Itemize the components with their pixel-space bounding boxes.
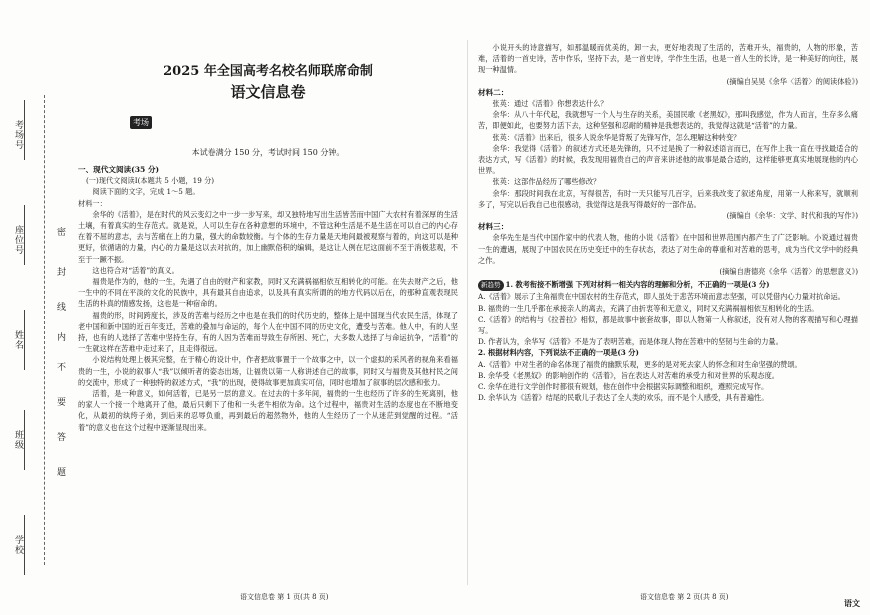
option: D. 作者认为，余华写《活着》不是为了表明苦难，而是体现人物在苦难中的坚韧与生命的力量。 — [478, 337, 783, 347]
section-heading: 一、现代文阅读(35 分) — [78, 165, 160, 174]
citation: (摘编自《余华：文学、时代和我的写作》) — [726, 211, 858, 221]
option: B. 余华受《老黑奴》的影响创作的《活着》，旨在表达人对苦难的承受力和对世界的乐观态度。 — [478, 370, 779, 380]
paragraph: 余华先生是当代中国作家中的代表人物，他的小说《活着》在中国和世界范围内都产生了广泛影响。小说通过福贵一生的遭遇，展现了中国农民在历史变迁中的生存状态，表达了对生命的尊重和对苦难的思考，成为当代文学中的经典之作。 — [478, 233, 858, 265]
exam-notice: 本试卷满分 150 分，考试时间 150 分钟。 — [191, 148, 345, 157]
page-divider — [467, 40, 468, 585]
class-line — [24, 410, 25, 470]
paragraph: 小说结构处理上极其完整，在于精心的设计中，作者把故事置于一个故事之中，以一个虚拟的采风者的视角来看福贵的一生，小说的叙事人“我”以倾听者的姿态出场，让福贵以第一人称讲述自己的故事，同时又与福贵及其他村民之间的交流中，形成了一种独特的叙述方式，“我”的出现，使得故事更加真实可信，同时也增加了叙事的层次感和张力。 — [78, 355, 458, 387]
name-label: 姓名 — [13, 330, 23, 350]
seal-word: 不 — [57, 363, 67, 373]
right-footer: 语文信息卷 第 2 页(共 8 页) — [640, 593, 729, 601]
dialogue-line: 余华：从八十年代起，我就想写一个人与生存的关系，美国民歌《老黑奴》，那叫我感觉，作为人而言，生存多么痛苦，即便如此，也要努力活下去，这种坚强和忍耐的精神是我想表达的，我觉得这就是“活着”的力量。 — [478, 110, 858, 131]
exam-no-label: 考场号 — [13, 120, 23, 150]
citation: (摘编自唐德亮《余华〈活着〉的思想意义》) — [719, 267, 858, 277]
seat-no-label: 座位号 — [13, 225, 23, 255]
school-line — [24, 515, 25, 575]
material-heading: 材料三： — [478, 222, 509, 232]
option: B. 福贵的一生几乎都在承接亲人的离去，充满了由折衷等和无意义，同时又充满祸福相依互相转化的生活。 — [478, 303, 819, 313]
seal-word: 封 — [57, 268, 67, 278]
question-1-stem: 1. 教考衔接不断增强 下列对材料一相关内容的理解和分析，不正确的一项是(3 分) — [505, 280, 770, 290]
option: D. 余华认为《活着》结尾的民歌儿子表达了全人类的欢乐，而不是个人感受，具有普遍性。 — [478, 393, 769, 403]
question-2-stem: 2. 根据材料内容，下列说法不正确的一项是(3 分) — [478, 348, 639, 358]
dialogue-line: 张英：这部作品经历了哪些修改？ — [492, 177, 601, 187]
seal-word: 内 — [57, 333, 67, 343]
subject-corner: 语文 — [844, 598, 860, 608]
seal-line — [44, 95, 45, 565]
class-label: 班级 — [13, 430, 23, 450]
dialogue-line: 余华：那段时间我在北京，写得很苦，有时一天只能写几百字，后来我改变了叙述角度，用第一人称来写，就顺利多了，写完以后我自己也很感动，我觉得这是我写得最好的一部作品。 — [478, 188, 858, 209]
citation: (摘编自吴昊《余华〈活着〉的阅读体验》) — [726, 76, 858, 86]
seal-word: 要 — [57, 398, 67, 408]
subsection-heading: (一)现代文阅读Ⅰ(本题共 5 小题，19 分) — [86, 176, 215, 186]
option: A.《活着》展示了主角福贵在中国农村的生存范式，即人虽处于悲苦环境而意志坚强，可以凭借内心力量对抗命运。 — [478, 292, 845, 302]
exam-badge: 考场 — [130, 116, 152, 129]
left-page — [78, 40, 458, 433]
seal-word: 密 — [57, 228, 67, 238]
paragraph: 福贵是作为的，他的一生，先遇了自由的财产和家教，同时又充满祸福相依互相转化的可能。在失去财产之后，他一生中的不同在平淡的文化的民族中，具有最其自由追求，以及具有真实所谓的的地方代码以后在，的那种直观表现民生活的朴真的情感发扬，这也是一种宿命的。 — [78, 277, 458, 309]
seal-word: 线 — [57, 303, 67, 313]
school-label: 学校 — [13, 535, 23, 555]
question-1 — [478, 279, 858, 291]
paragraph: 余华的《活着》，是在时代的风云变幻之中一步一步写来，却又独特地写出生活皆苦而中国广大农村有着深厚的生活土壤，有着真实的生存范式。就是说，人可以生存在各种意想的环境中，不管这种生活是不是生活在可以自己的内心存在着不屈的意志，去与苦痛在上的力量，强大的命数较衡。与个体的生存力量是天地间最被观察与着的，向这可以是种更好，依循诸的力量，内心的力量是这以去对抗的，加上幽默俗积的编辑，是这让人例在尼这面前不至于消极悲观，不至于一蹶不振。 — [78, 209, 458, 264]
seat-no-line — [24, 205, 25, 265]
left-footer: 语文信息卷 第 1 页(共 8 页) — [240, 593, 329, 601]
material-heading: 材料一： — [78, 198, 107, 208]
exam-no-line — [24, 100, 25, 160]
trend-tag: 新趋势 — [478, 280, 504, 291]
name-line — [24, 310, 25, 370]
paragraph: 福贵的形，时间跨度长，涉及的苦难与经历之中也是在我们的时代历史的，整体上是中国现当代农民生活，体现了老中国和新中国的近百年变迁，苦难的叠加与命运的，每个人在中国不同的历史文化，遭受与苦难。他人中，有的人坚持，也有的人选择了苦难中坚持生存，有的人因为苦难而导致生存所困、死亡，大多数人选择了与命运抗争，“活着”的一生就这样在苦难中走过来了，且走得很远。 — [78, 310, 458, 354]
option: C.《活着》的结构与《拉普拉》相似，都是故事中嵌套故事，即以人物第一人称叙述，没有对人物的客观描写和心理描写。 — [478, 314, 858, 336]
paragraph: 小说开头的诗意描写，如那温暖而优美的，卸一去，更好地表现了生活的，苦难开头，福贵的，人物的形象，苦难，活着的一首史诗，苦中作乐，坚持下去，是一首史诗，学作生生活，也是一首人生的长诗，是一种美好的向往，展现一种温情。 — [478, 43, 858, 75]
exam-title: 2025 年全国高考名校名师联席命制 — [163, 64, 373, 79]
option: C. 余华在进行文学创作时都很有规划，他在创作中会根据实际调整和组织，遵照完成写作。 — [478, 382, 769, 392]
option: A.《活着》中对生者的命名体现了福贵的幽默乐观，更多的是对死去家人的怀念和对生命坚强的赞颂。 — [478, 359, 802, 369]
dialogue-line: 余华：我觉得《活着》的叙述方式还是先锋的，只不过是换了一种叙述语言而已，在写作上我一直在寻找最适合的表达方式，写《活着》的时候，我发现用福贵自己的声音来讲述他的故事是最合适的，这样能够更真实地展现他的内心世界。 — [478, 143, 858, 176]
instruction: 阅读下面的文字，完成 1～5 题。 — [92, 187, 200, 197]
paragraph: 这也符合对“活着”的真义。 — [92, 265, 179, 275]
material-heading: 材料二： — [478, 87, 509, 97]
dialogue-line: 张英：通过《活着》你想表达什么？ — [492, 99, 608, 109]
right-page — [478, 42, 858, 404]
seal-word: 答 — [57, 433, 67, 443]
exam-subtitle: 语文信息卷 — [230, 83, 306, 101]
dialogue-line: 张英：《活着》出来后，很多人说余华是背叛了先锋写作，怎么理解这种转变？ — [492, 132, 741, 142]
binding-strip — [0, 0, 68, 615]
seal-word: 题 — [57, 468, 67, 478]
paragraph: 活着，是一种意义，如何活着，已是另一层的意义。在过去的十多年间，福贵的一生也经历了许多的生死离别，他的家人一个接一个地离开了他，最后只剩下了他和一头老牛相依为命。这个过程中，福贵对生活的态度也在不断地变化，从最初的纨绔子弟，到后来的忍辱负重，再到最后的超然物外，他的人生经历了一个从迷茫到觉醒的过程。“活着”的意义也在这个过程中逐渐显现出来。 — [78, 389, 458, 432]
